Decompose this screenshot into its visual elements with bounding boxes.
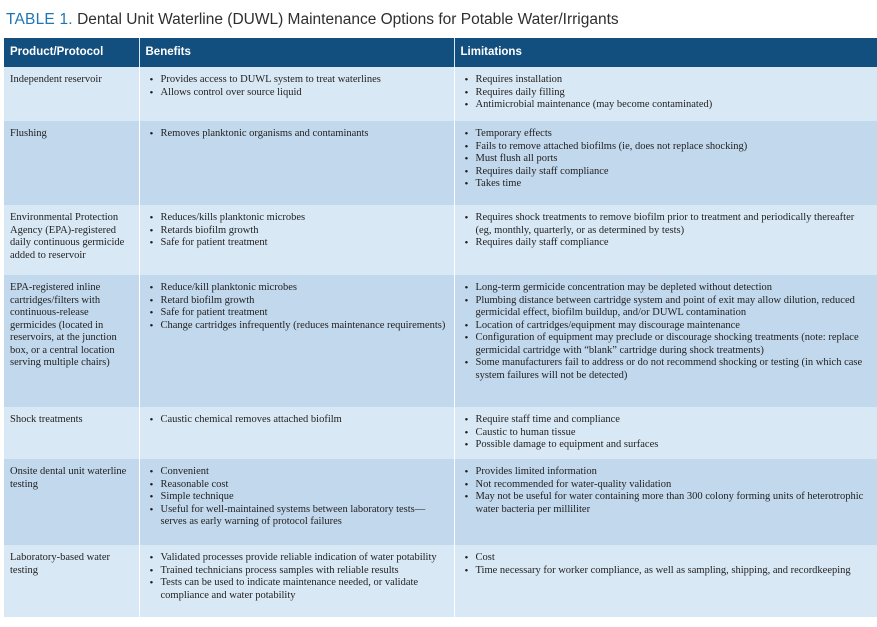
limitation-item: • Requires shock treatments to remove biofilm prior to treatment and periodically thereafter (eg, monthly, quarterly, or as determined by tests)	[461, 212, 872, 237]
protocol-cell	[4, 121, 139, 205]
limitation-item: • May not be useful for water containing more than 300 colony forming units of heterotrophic water bacteria per milliliter	[461, 491, 872, 516]
header-row	[4, 38, 877, 67]
limitation-item: • Must flush all ports	[461, 153, 872, 166]
benefits-list	[146, 212, 448, 250]
limitations-list	[461, 282, 872, 382]
benefit-item: • Safe for patient treatment	[146, 307, 448, 320]
benefits-cell	[139, 407, 454, 459]
table-row	[4, 121, 877, 205]
protocol-name: Independent reservoir	[10, 74, 102, 85]
benefit-item: • Reduces/kills planktonic microbes	[146, 212, 448, 225]
protocol-name: Laboratory-based water testing	[10, 552, 110, 576]
limitations-cell	[454, 205, 877, 275]
benefits-list	[146, 552, 448, 602]
benefits-list	[146, 414, 448, 427]
benefit-item: • Allows control over source liquid	[146, 87, 448, 100]
limitations-list	[461, 466, 872, 516]
benefits-list	[146, 466, 448, 529]
limitation-item: • Location of cartridges/equipment may discourage maintenance	[461, 320, 872, 333]
table-row	[4, 459, 877, 545]
table-row	[4, 275, 877, 407]
protocol-cell	[4, 205, 139, 275]
table-row	[4, 407, 877, 459]
limitations-cell	[454, 407, 877, 459]
benefits-cell	[139, 545, 454, 617]
benefit-item: • Validated processes provide reliable indication of water potability	[146, 552, 448, 565]
benefit-item: • Retards biofilm growth	[146, 225, 448, 238]
benefit-item: • Trained technicians process samples with reliable results	[146, 565, 448, 578]
protocol-name: Environmental Protection Agency (EPA)-registered daily continuous germicide added to reservoir	[10, 212, 125, 261]
benefit-item: • Reduce/kill planktonic microbes	[146, 282, 448, 295]
benefits-list	[146, 74, 448, 99]
benefit-item: • Reasonable cost	[146, 479, 448, 492]
table-number-label: TABLE 1.	[6, 11, 73, 28]
protocol-name: EPA-registered inline cartridges/filters with continuous-release germicides (located in reservoirs, at the junction box, or a central location serving multiple chairs)	[10, 282, 117, 368]
limitation-item: • Require staff time and compliance	[461, 414, 872, 427]
header-benefits: Benefits	[139, 38, 454, 67]
duwl-maintenance-table	[4, 38, 877, 617]
limitation-item: • Cost	[461, 552, 872, 565]
benefit-item: • Simple technique	[146, 491, 448, 504]
limitation-item: • Long-term germicide concentration may be depleted without detection	[461, 282, 872, 295]
protocol-cell	[4, 459, 139, 545]
limitations-cell	[454, 67, 877, 121]
benefit-item: • Retard biofilm growth	[146, 295, 448, 308]
limitation-item: • Provides limited information	[461, 466, 872, 479]
limitation-item: • Takes time	[461, 178, 872, 191]
limitations-list	[461, 414, 872, 452]
benefits-list	[146, 282, 448, 332]
benefit-item: • Useful for well-maintained systems between laboratory tests—serves as early warning of protocol failures	[146, 504, 448, 529]
limitation-item: • Fails to remove attached biofilms (ie, does not replace shocking)	[461, 141, 872, 154]
protocol-cell	[4, 407, 139, 459]
limitations-cell	[454, 121, 877, 205]
protocol-name: Flushing	[10, 128, 47, 139]
limitation-item: • Requires daily filling	[461, 87, 872, 100]
protocol-cell	[4, 545, 139, 617]
protocol-cell	[4, 275, 139, 407]
benefits-cell	[139, 205, 454, 275]
limitation-item: • Requires installation	[461, 74, 872, 87]
table-header	[4, 38, 877, 67]
limitation-item: • Possible damage to equipment and surfaces	[461, 439, 872, 452]
benefits-list	[146, 128, 448, 141]
table-row	[4, 205, 877, 275]
table-title-text: Dental Unit Waterline (DUWL) Maintenance Options for Potable Water/Irrigants	[77, 11, 619, 28]
header-limitations: Limitations	[454, 38, 877, 67]
limitation-item: • Not recommended for water-quality validation	[461, 479, 872, 492]
benefit-item: • Convenient	[146, 466, 448, 479]
limitation-item: • Plumbing distance between cartridge system and point of exit may allow dilution, reduced germicidal effect, biofilm buildup, and/or DUWL contamination	[461, 295, 872, 320]
protocol-name: Onsite dental unit waterline testing	[10, 466, 127, 490]
table-row	[4, 67, 877, 121]
limitation-item: • Temporary effects	[461, 128, 872, 141]
benefits-cell	[139, 67, 454, 121]
limitations-list	[461, 552, 872, 577]
limitations-list	[461, 212, 872, 250]
benefits-cell	[139, 275, 454, 407]
benefit-item: • Caustic chemical removes attached biofilm	[146, 414, 448, 427]
benefits-cell	[139, 121, 454, 205]
limitation-item: • Caustic to human tissue	[461, 427, 872, 440]
limitation-item: • Requires daily staff compliance	[461, 166, 872, 179]
header-product-protocol: Product/Protocol	[4, 38, 139, 67]
limitation-item: • Antimicrobial maintenance (may become contaminated)	[461, 99, 872, 112]
protocol-cell	[4, 67, 139, 121]
limitations-list	[461, 128, 872, 191]
benefit-item: • Removes planktonic organisms and contaminants	[146, 128, 448, 141]
limitation-item: • Some manufacturers fail to address or do not recommend shocking or testing (in which case system failures will not be detected)	[461, 357, 872, 382]
benefit-item: • Provides access to DUWL system to treat waterlines	[146, 74, 448, 87]
limitations-list	[461, 74, 872, 112]
limitations-cell	[454, 545, 877, 617]
limitation-item: • Requires daily staff compliance	[461, 237, 872, 250]
limitation-item: • Configuration of equipment may preclude or discourage shocking treatments (note: replace germicidal cartridge with “blank” cartridge during shock treatments)	[461, 332, 872, 357]
limitations-cell	[454, 459, 877, 545]
table-title	[6, 9, 619, 31]
benefit-item: • Tests can be used to indicate maintenance needed, or validate compliance and water potability	[146, 577, 448, 602]
limitations-cell	[454, 275, 877, 407]
benefits-cell	[139, 459, 454, 545]
benefit-item: • Safe for patient treatment	[146, 237, 448, 250]
table-row	[4, 545, 877, 617]
limitation-item: • Time necessary for worker compliance, as well as sampling, shipping, and recordkeeping	[461, 565, 872, 578]
protocol-name: Shock treatments	[10, 414, 83, 425]
table-body	[4, 67, 877, 617]
benefit-item: • Change cartridges infrequently (reduces maintenance requirements)	[146, 320, 448, 333]
